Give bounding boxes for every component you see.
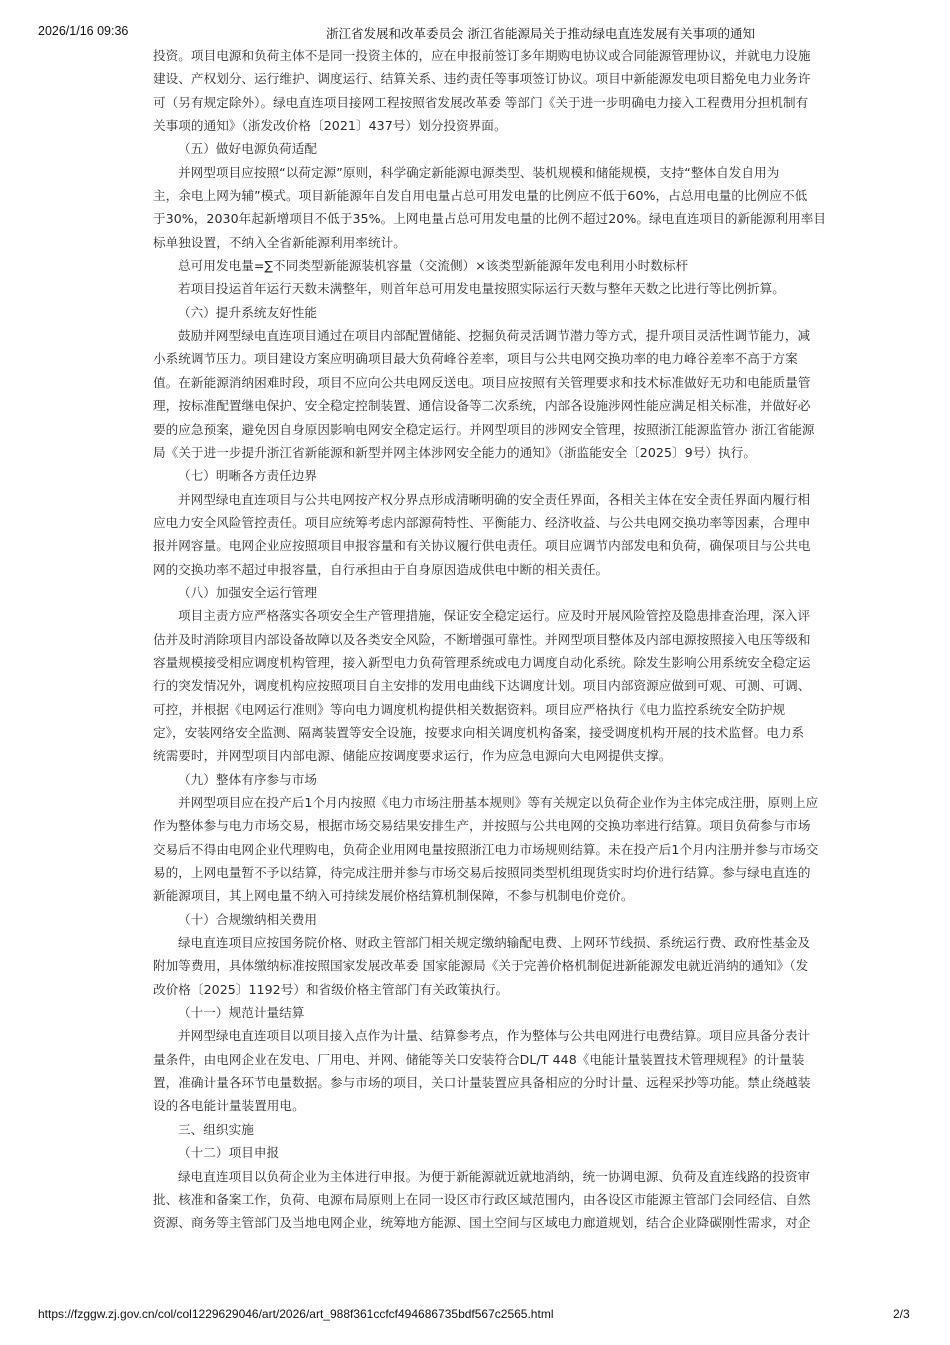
paragraph-line: 作为整体参与电力市场交易，根据市场交易结果安排生产，并按照与公共电网的交换功率进行结算。项目负荷参与市场 bbox=[153, 818, 811, 834]
section-heading: （十）合规缴纳相关费用 bbox=[178, 911, 318, 927]
paragraph-line: 估并及时消除项目内部设备故障以及各类安全风险，不断增强可靠性。并网型项目整体及内部电源按照接入电压等级和 bbox=[153, 631, 811, 647]
paragraph-line: 资源、商务等主管部门及当地电网企业，统筹地方能源、国土空间与区域电力廊道规划，结合企业降碳刚性需求，对企 bbox=[153, 1215, 811, 1231]
paragraph-line: 易的，上网电量暂不予以结算，待完成注册并参与市场交易后按照同类型机组现货实时均价进行结算。参与绿电直连的 bbox=[153, 865, 811, 881]
section-heading: （五）做好电源负荷适配 bbox=[178, 141, 318, 157]
paragraph-line: 投资。项目电源和负荷主体不是同一投资主体的，应在申报前签订多年期购电协议或合同能源管理协议，并就电力设施 bbox=[153, 48, 811, 63]
paragraph-line: 并网型绿电直连项目与公共电网按产权分界点形成清晰明确的安全责任界面，各相关主体在安全责任界面内履行相 bbox=[178, 491, 811, 507]
paragraph-line: 交易后不得由电网企业代理购电，负荷企业用网电量按照浙江电力市场规则结算。未在投产后1个月内注册并参与市场交 bbox=[153, 841, 819, 857]
paragraph-line: 局《关于进一步提升浙江省新能源和新型并网主体涉网安全能力的通知》（浙监能安全〔2025〕9号）执行。 bbox=[153, 444, 756, 460]
document-title: 浙江省发展和改革委员会 浙江省能源局关于推动绿电直连发展有关事项的通知 bbox=[326, 26, 755, 41]
print-date: 2026/1/16 09:36 bbox=[38, 24, 129, 38]
paragraph-line: 网的交换功率不超过申报容量，自行承担由于自身原因造成供电中断的相关责任。 bbox=[153, 561, 609, 577]
page-url: https://fzggw.zj.gov.cn/col/col1229629046/art/2026/art_988f361ccfcf494686735bdf567c2565.html bbox=[38, 1307, 554, 1321]
section-heading: （十一）规范计量结算 bbox=[178, 1005, 305, 1021]
paragraph-line: 可控，并根据《电网运行准则》等向电力调度机构提供相关数据资料。项目应严格执行《电力监控系统安全防护规 bbox=[153, 701, 786, 717]
paragraph-line: 行的突发情况外，调度机构应按照项目自主安排的发用电曲线下达调度计划。项目内部资源应做到可观、可测、可调、 bbox=[153, 678, 811, 694]
paragraph-line: 项目主责方应严格落实各项安全生产管理措施，保证安全稳定运行。应及时开展风险管控及隐患排查治理，深入评 bbox=[178, 608, 811, 624]
section-heading: （十二）项目申报 bbox=[178, 1145, 280, 1161]
paragraph-line: 绿电直连项目应按国务院价格、财政主管部门相关规定缴纳输配电费、上网环节线损、系统运行费、政府性基金及 bbox=[178, 935, 811, 951]
paragraph-line: 小系统调节压力。项目建设方案应明确项目最大负荷峰谷差率，项目与公共电网交换功率的电力峰谷差率不高于方案 bbox=[153, 351, 798, 367]
paragraph-line: 量条件，由电网企业在发电、厂用电、并网、储能等关口安装符合DL/T 448《电能计量装置技术管理规程》的计量装 bbox=[153, 1051, 805, 1067]
paragraph-line: 附加等费用，具体缴纳标准按照国家发展改革委 国家能源局《关于完善价格机制促进新能源发电就近消纳的通知》（发 bbox=[153, 958, 809, 974]
paragraph-line: 于30%，2030年起新增项目不低于35%。上网电量占总可用发电量的比例不超过20%。绿电直连项目的新能源利用率目 bbox=[153, 211, 826, 227]
paragraph-line: 绿电直连项目以负荷企业为主体进行申报。为便于新能源就近就地消纳，统一协调电源、负荷及直连线路的投资审 bbox=[178, 1168, 811, 1184]
section-heading: （八）加强安全运行管理 bbox=[178, 584, 318, 600]
paragraph-line: 统需要时，并网型项目内部电源、储能应按调度要求运行，作为应急电源向大电网提供支撑。 bbox=[153, 748, 672, 764]
paragraph-line: 并网型项目应在投产后1个月内按照《电力市场注册基本规则》等有关规定以负荷企业作为主体完成注册，原则上应 bbox=[178, 795, 819, 810]
page-number: 2/3 bbox=[893, 1307, 910, 1321]
paragraph-line: 并网型绿电直连项目以项目接入点作为计量、结算参考点，作为整体与公共电网进行电费结算。项目应具备分表计 bbox=[178, 1028, 811, 1044]
paragraph-line: 总可用发电量=∑不同类型新能源装机容量（交流侧）×该类型新能源年发电利用小时数标杆 bbox=[178, 258, 689, 274]
paragraph-line: 理，按标准配置继电保护、安全稳定控制装置、通信设备等二次系统，内部各设施涉网性能应满足相关标准，并做好必 bbox=[153, 398, 811, 414]
paragraph-line: 主，余电上网为辅”模式。项目新能源年自发自用电量占总可用发电量的比例应不低于60%，占总用电量的比例应不低 bbox=[153, 188, 808, 204]
paragraph-line: 值。在新能源消纳困难时段，项目不应向公共电网反送电。项目应按照有关管理要求和技术标准做好无功和电能质量管 bbox=[153, 374, 811, 390]
paragraph-line: 可（另有规定除外）。绿电直连项目接网工程按照省发展改革委 等部门《关于进一步明确电力接入工程费用分担机制有 bbox=[153, 94, 809, 110]
paragraph-line: 新能源项目，其上网电量不纳入可持续发展价格结算机制保障，不参与机制电价竞价。 bbox=[153, 888, 634, 904]
paragraph-line: 改价格〔2025〕1192号）和省级价格主管部门有关政策执行。 bbox=[153, 981, 509, 997]
paragraph-line: 建设、产权划分、运行维护、调度运行、结算关系、违约责任等事项签订协议。项目中新能源发电项目豁免电力业务许 bbox=[153, 71, 811, 87]
section-heading: （七）明晰各方责任边界 bbox=[178, 468, 318, 484]
paragraph-line: 若项目投运首年运行天数未满整年，则首年总可用发电量按照实际运行天数与整年天数之比进行等比例折算。 bbox=[178, 281, 785, 297]
document-body bbox=[153, 44, 826, 1235]
paragraph-line: 设的各电能计量装置用电。 bbox=[153, 1098, 305, 1114]
paragraph-line: 并网型项目应按照“以荷定源”原则，科学确定新能源电源类型、装机规模和储能规模，支持“整体自发自用为 bbox=[178, 164, 780, 180]
paragraph-line: 批、核准和备案工作，负荷、电源布局原则上在同一设区市行政区域范围内，由各设区市能源主管部门会同经信、自然 bbox=[153, 1191, 811, 1207]
paragraph-line: 定》，安装网络安全监测、隔离装置等安全设施，按要求向相关调度机构备案，接受调度机构开展的技术监督。电力系 bbox=[153, 724, 805, 740]
paragraph-line: 报并网容量。电网企业应按照项目申报容量和有关协议履行供电责任。项目应调节内部发电和负荷，确保项目与公共电 bbox=[153, 538, 811, 554]
paragraph-line: 鼓励并网型绿电直连项目通过在项目内部配置储能、挖掘负荷灵活调节潜力等方式，提升项目灵活性调节能力，减 bbox=[178, 328, 811, 344]
paragraph-line: 标单独设置，不纳入全省新能源利用率统计。 bbox=[153, 234, 406, 250]
paragraph-line: 关事项的通知》（浙发改价格〔2021〕437号）划分投资界面。 bbox=[153, 118, 507, 134]
paragraph-line: 应电力安全风险管控责任。项目应统筹考虑内部源荷特性、平衡能力、经济收益、与公共电网交换功率等因素，合理申 bbox=[153, 514, 811, 530]
paragraph-line: 置，准确计量各环节电量数据。参与市场的项目，关口计量装置应具备相应的分时计量、远程采抄等功能。禁止绕越装 bbox=[153, 1075, 811, 1091]
paragraph-line: 容量规模接受相应调度机构管理，接入新型电力负荷管理系统或电力调度自动化系统。除发生影响公用系统安全稳定运 bbox=[153, 654, 811, 670]
paragraph-line: 要的应急预案，避免因自身原因影响电网安全稳定运行。并网型项目的涉网安全管理，按照浙江能源监管办 浙江省能源 bbox=[153, 421, 815, 437]
section-heading: （六）提升系统友好性能 bbox=[178, 304, 318, 320]
section-heading: 三、组织实施 bbox=[178, 1121, 254, 1137]
section-heading: （九）整体有序参与市场 bbox=[178, 771, 318, 787]
